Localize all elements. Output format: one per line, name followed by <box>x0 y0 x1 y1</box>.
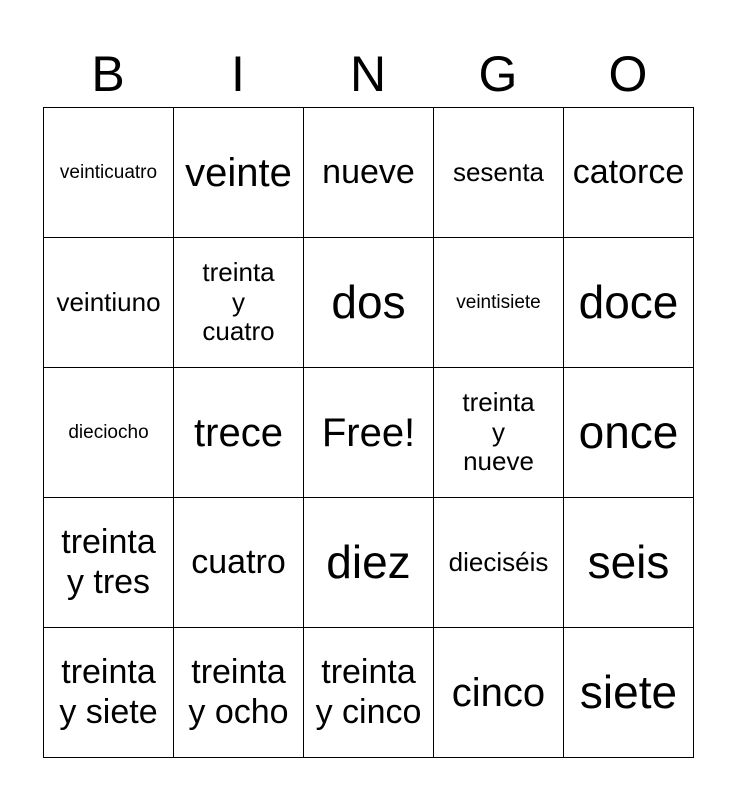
bingo-cell[interactable] <box>174 498 304 628</box>
cell-text: treinta y cinco <box>315 653 422 731</box>
bingo-cell[interactable] <box>44 108 174 238</box>
bingo-cell[interactable] <box>44 368 174 498</box>
cell-text: treinta y siete <box>59 653 158 731</box>
bingo-cell[interactable] <box>304 238 434 368</box>
cell-text: veinte <box>185 150 292 195</box>
board-row <box>44 108 694 238</box>
cell-text: treinta y tres <box>61 523 156 601</box>
header-letter-g: G <box>478 46 518 102</box>
bingo-cell[interactable] <box>174 368 304 498</box>
cell-text: veintisiete <box>456 291 541 313</box>
cell-text: cuatro <box>191 542 286 581</box>
bingo-cell[interactable] <box>564 238 694 368</box>
board-row <box>44 238 694 368</box>
header-letter-b: B <box>91 46 125 102</box>
cell-text: cinco <box>451 670 546 715</box>
cell-text: seis <box>587 536 670 589</box>
bingo-cell[interactable] <box>304 108 434 238</box>
cell-text: trece <box>194 410 283 455</box>
bingo-cell[interactable] <box>434 238 564 368</box>
cell-text: once <box>578 406 679 459</box>
bingo-cell[interactable] <box>564 628 694 758</box>
cell-text: doce <box>578 276 679 329</box>
bingo-cell[interactable] <box>304 368 434 498</box>
bingo-cell[interactable] <box>44 498 174 628</box>
header-letter-o: O <box>608 46 648 102</box>
board-row <box>44 628 694 758</box>
bingo-cell[interactable] <box>434 108 564 238</box>
bingo-cell[interactable] <box>434 628 564 758</box>
cell-text: veinticuatro <box>59 161 158 183</box>
cell-text: treinta y nueve <box>462 386 535 477</box>
bingo-header <box>43 40 693 108</box>
bingo-cell[interactable] <box>564 108 694 238</box>
cell-text: dieciocho <box>68 421 149 443</box>
bingo-board <box>43 107 694 758</box>
bingo-cell[interactable] <box>434 498 564 628</box>
cell-text: catorce <box>572 152 685 191</box>
bingo-cell[interactable] <box>174 628 304 758</box>
cell-text: treinta y ocho <box>188 653 289 731</box>
bingo-cell[interactable] <box>44 628 174 758</box>
bingo-cell[interactable] <box>564 368 694 498</box>
board-row <box>44 368 694 498</box>
cell-text: treinta y cuatro <box>202 256 275 347</box>
cell-text: diez <box>326 536 411 589</box>
bingo-cell[interactable] <box>304 498 434 628</box>
header-letter-n: N <box>349 46 387 102</box>
bingo-cell[interactable] <box>174 108 304 238</box>
board-row <box>44 498 694 628</box>
header-letter-i: I <box>231 46 245 102</box>
cell-text: veintiuno <box>56 286 161 317</box>
bingo-cell[interactable] <box>44 238 174 368</box>
cell-text: nueve <box>322 152 415 191</box>
bingo-cell[interactable] <box>304 628 434 758</box>
bingo-cell[interactable] <box>174 238 304 368</box>
bingo-cell[interactable] <box>564 498 694 628</box>
cell-text: dieciséis <box>448 546 549 577</box>
cell-text: siete <box>579 666 678 719</box>
cell-text: sesenta <box>452 156 545 187</box>
bingo-cell[interactable] <box>434 368 564 498</box>
cell-text: Free! <box>321 410 416 455</box>
cell-text: dos <box>331 276 406 329</box>
